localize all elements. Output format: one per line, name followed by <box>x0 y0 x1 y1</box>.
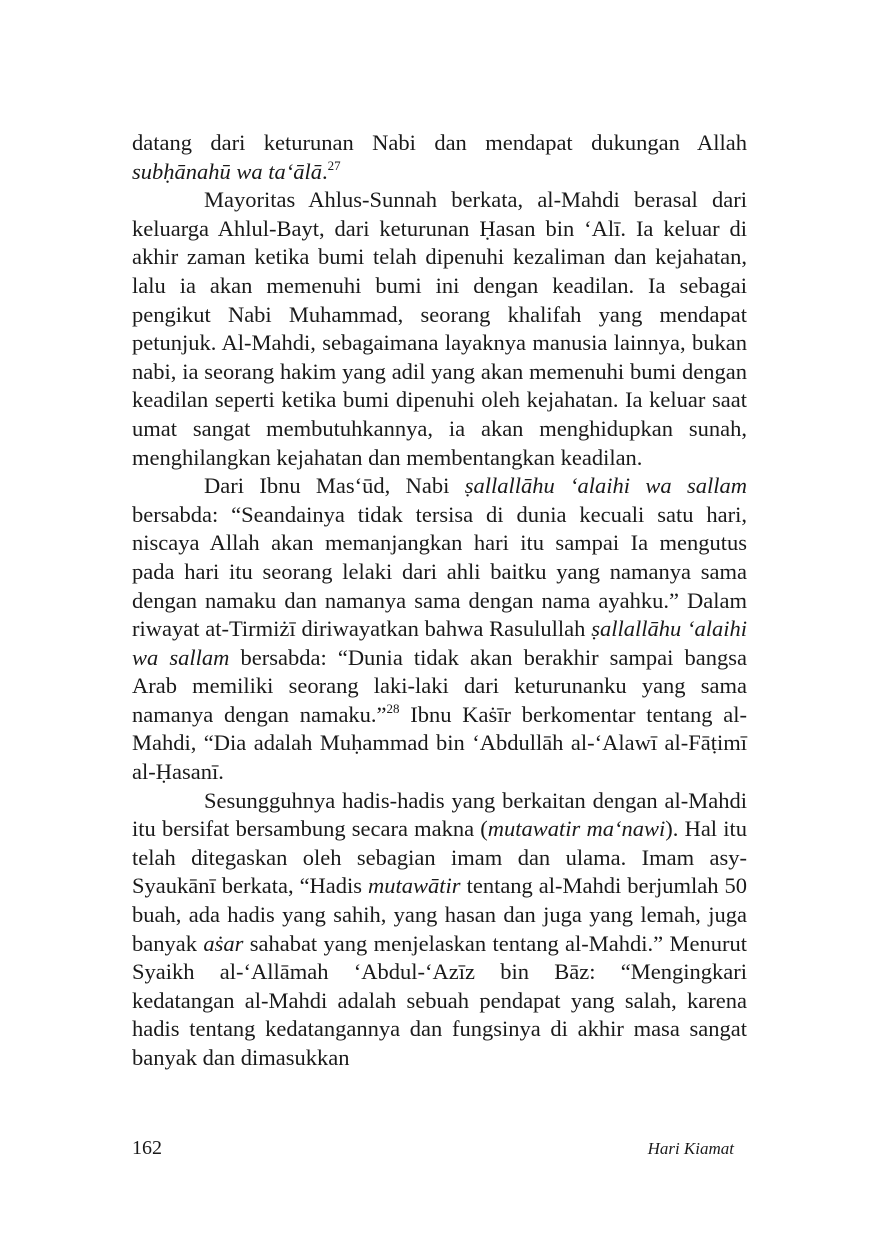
paragraph <box>132 186 747 472</box>
italic-term: mutawatir ma‘nawi <box>487 816 666 842</box>
running-title: Hari Kiamat <box>647 1139 734 1158</box>
text-run: Ibnu Kaṡīr berkomentar tentang al-Mahdi, “Dia adalah Muḥammad bin ‘Abdullāh al-‘Alawī al-Fāṭimī al-Ḥasanī. <box>132 701 747 785</box>
text-run: datang dari keturunan Nabi dan mendapat dukungan Allah <box>132 130 747 155</box>
page-footer <box>132 1137 734 1160</box>
body-text <box>132 129 747 1073</box>
footnote-reference: 27 <box>327 157 341 173</box>
footnote-reference: 28 <box>386 700 400 716</box>
text-run: bersabda: “Seandainya tidak tersisa di dunia kecuali satu hari, niscaya Allah akan memanjangkan hari itu sampai Ia mengutus pada hari itu seorang lelaki dari ahli baitku yang namanya sama dengan namaku dan namanya sama dengan nama ayahku.” Dalam riwayat at-Tirmiżī diriwayatkan bahwa Rasulullah <box>132 501 747 642</box>
page-number: 162 <box>132 1137 162 1159</box>
paragraph <box>132 787 747 1073</box>
text-run: . <box>322 158 328 184</box>
italic-term: aṡar <box>203 930 244 956</box>
italic-term: ṣallallāhu ‘alaihi wa sallam <box>464 473 747 499</box>
text-run: bersabda: “Dunia tidak akan berakhir sampai bangsa Arab memiliki seorang laki-laki dari keturunanku yang sama namanya dengan namaku.” <box>132 644 747 727</box>
text-run: Mayoritas Ahlus-Sunnah berkata, al-Mahdi berasal dari keluarga Ahlul-Bayt, dari keturunan Ḥasan bin ‘Alī. Ia keluar di akhir zaman ketika bumi telah dipenuhi kezaliman dan kejahatan, lalu ia akan memenuhi bumi ini dengan keadilan. Ia sebagai pengikut Nabi Muhammad, seorang khalifah yang mendapat petunjuk. Al-Mahdi, sebagaimana layaknya manusia lainnya, bukan nabi, ia seorang hakim yang adil yang akan memenuhi bumi dengan keadilan seperti ketika bumi dipenuhi oleh kejahatan. Ia keluar saat umat sangat membutuhkannya, ia akan menghidupkan sunah, menghilangkan kejahatan dan membentangkan keadilan. <box>132 187 747 470</box>
text-run: ). Hal itu telah ditegaskan oleh sebagian imam dan ulama. Imam asy-Syaukānī berkata, “Hadis <box>132 816 747 899</box>
paragraph <box>132 129 747 186</box>
text-run: sahabat yang menjelaskan tentang al-Mahdi.” Menurut Syaikh al-‘Allāmah ‘Abdul-‘Azīz bin Bāz: “Mengingkari kedatangan al-Mahdi adalah sebuah pendapat yang salah, karena hadis tentang kedatangannya dan fungsinya di akhir masa sangat banyak dan dimasukkan <box>132 930 747 1070</box>
paragraph <box>132 472 747 787</box>
text-run: tentang al-Mahdi berjumlah 50 buah, ada hadis yang sahih, yang hasan dan juga yang lemah, juga banyak <box>132 873 747 956</box>
italic-term: mutawātir <box>368 873 461 899</box>
text-run: Sesungguhnya hadis-hadis yang berkaitan dengan al-Mahdi itu bersifat bersambung secara makna ( <box>132 787 747 842</box>
italic-term: ṣallallāhu ‘alaihi wa sallam <box>132 616 747 670</box>
text-run: Dari Ibnu Mas‘ūd, Nabi <box>204 473 465 499</box>
italic-term: subḥānahū wa ta‘ālā <box>132 158 323 184</box>
